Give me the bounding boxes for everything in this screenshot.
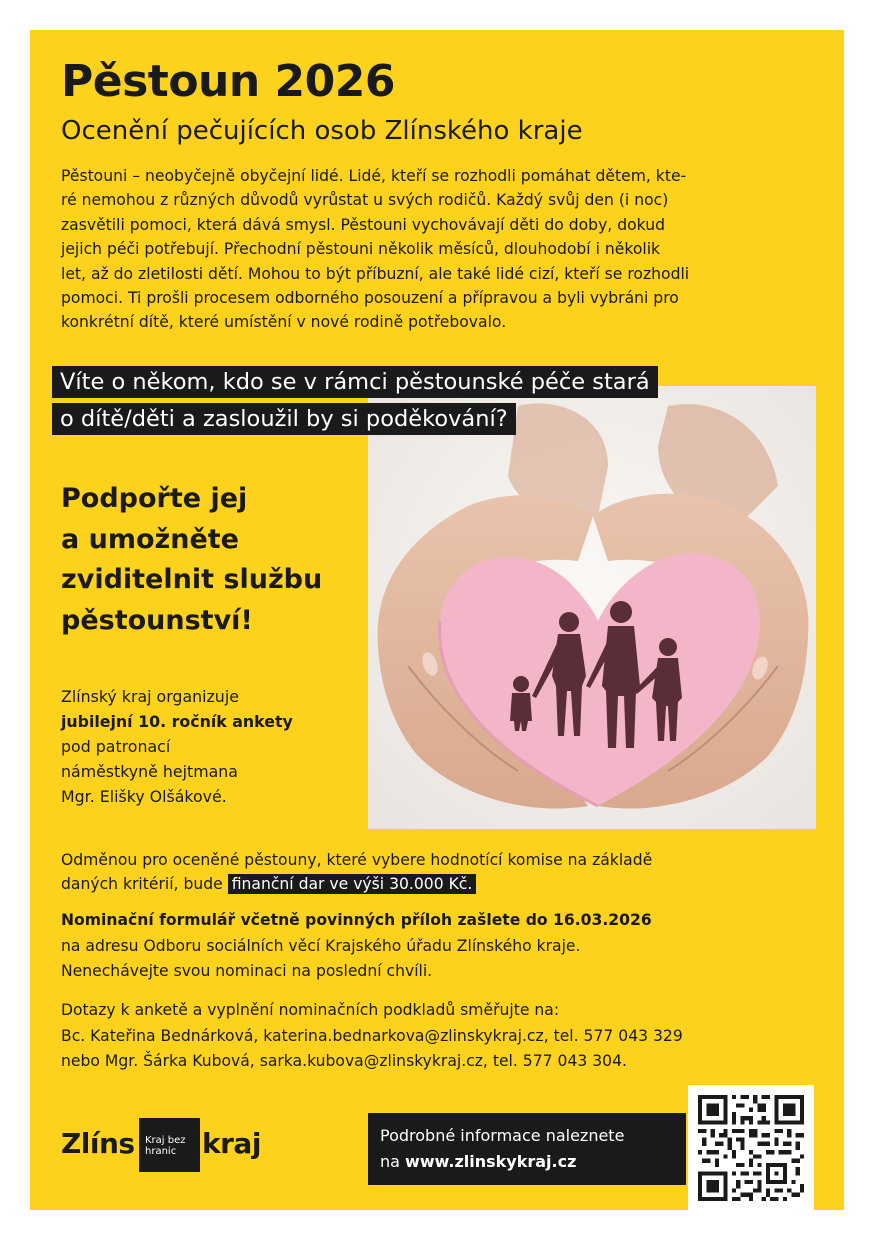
info-box bbox=[368, 1113, 686, 1185]
zlinsky-kraj-logo bbox=[61, 1116, 281, 1176]
support-headline bbox=[61, 479, 361, 641]
org-line-bold: jubilejní 10. ročník ankety bbox=[61, 712, 293, 731]
logo-box-line: hranic bbox=[145, 1146, 177, 1157]
website-link[interactable]: www.zlinskykraj.cz bbox=[405, 1152, 577, 1171]
contacts-line: Dotazy k anketě a vyplnění nominačních podkladů směřujte na: bbox=[61, 1001, 560, 1019]
poster bbox=[30, 30, 844, 1210]
qr-code-graphic bbox=[698, 1095, 804, 1201]
support-line: Podpořte jej bbox=[61, 483, 248, 514]
question-banner bbox=[52, 364, 658, 438]
page-subtitle: Ocenění pečujících osob Zlínského kraje bbox=[61, 116, 583, 146]
reward-line: Odměnou pro oceněné pěstouny, které vybere hodnotící komise na základě bbox=[61, 851, 653, 869]
page-title: Pěstoun 2026 bbox=[61, 56, 395, 107]
org-line: pod patronací bbox=[61, 737, 171, 756]
qr-code[interactable] bbox=[688, 1085, 814, 1211]
deadline-bold-line: Nominační formulář včetně povinných příloh zašlete do 16.03.2026 bbox=[61, 911, 652, 929]
contacts-text bbox=[61, 998, 831, 1075]
question-line: Víte o někom, kdo se v rámci pěstounské péče stará bbox=[52, 366, 658, 398]
intro-line: ré nemohou z různých důvodů vyrůstat u svých rodičů. Každý svůj den (i noc) bbox=[61, 191, 669, 210]
logo-box bbox=[139, 1118, 200, 1172]
question-line: o dítě/děti a zasloužil by si poděkování? bbox=[52, 403, 516, 435]
intro-line: zasvětili pomoci, která dává smysl. Pěstouni vychovávají děti do doby, dokud bbox=[61, 215, 665, 234]
reward-line bbox=[61, 872, 831, 896]
org-line: Zlínský kraj organizuje bbox=[61, 687, 239, 706]
intro-line: let, až do zletilosti dětí. Mohou to být příbuzní, ale také lidé cizí, kteří se rozhodli bbox=[61, 264, 690, 283]
intro-line: konkrétní dítě, které umístění v nové rodině potřebovalo. bbox=[61, 313, 507, 332]
intro-line: Pěstouni – neobyčejně obyčejní lidé. Lidé, kteří se rozhodli pomáhat dětem, kte- bbox=[61, 167, 687, 185]
hands-heart-photo bbox=[368, 386, 816, 829]
info-prefix: na bbox=[380, 1152, 400, 1171]
support-line: a umožněte bbox=[61, 523, 239, 555]
info-line bbox=[380, 1149, 674, 1175]
reward-text bbox=[61, 848, 831, 896]
logo-box-line: Kraj bez bbox=[145, 1135, 186, 1146]
logo-word1: Zlíns bbox=[61, 1127, 135, 1160]
deadline-text bbox=[61, 908, 831, 985]
org-line: náměstkyně hejtmana bbox=[61, 762, 238, 781]
deadline-line: Nenechávejte svou nominaci na poslední chvíli. bbox=[61, 962, 433, 980]
contacts-line: Bc. Kateřina Bednárková, katerina.bednarkova@zlinskykraj.cz, tel. 577 043 329 bbox=[61, 1026, 683, 1045]
logo-word2: kraj bbox=[202, 1127, 261, 1160]
organizer-text bbox=[61, 684, 351, 809]
support-line: zviditelnit službu bbox=[61, 564, 323, 595]
contacts-line: nebo Mgr. Šárka Kubová, sarka.kubova@zlinskykraj.cz, tel. 577 043 304. bbox=[61, 1052, 627, 1070]
deadline-line: na adresu Odboru sociálních věcí Krajského úřadu Zlínského kraje. bbox=[61, 936, 581, 955]
intro-line: jejich péči potřebují. Přechodní pěstouni několik měsíců, dlouhodobí i několik bbox=[61, 240, 661, 259]
info-line: Podrobné informace naleznete bbox=[380, 1126, 625, 1145]
support-line: pěstounství! bbox=[61, 604, 253, 636]
reward-prefix: daných kritérií, bude bbox=[61, 875, 223, 893]
intro-paragraph bbox=[61, 164, 821, 335]
intro-line: pomoci. Ti prošli procesem odborného posouzení a přípravou a byli vybráni pro bbox=[61, 289, 679, 308]
org-line: Mgr. Elišky Olšákové. bbox=[61, 787, 227, 806]
reward-highlight: finanční dar ve výši 30.000 Kč. bbox=[228, 874, 477, 894]
